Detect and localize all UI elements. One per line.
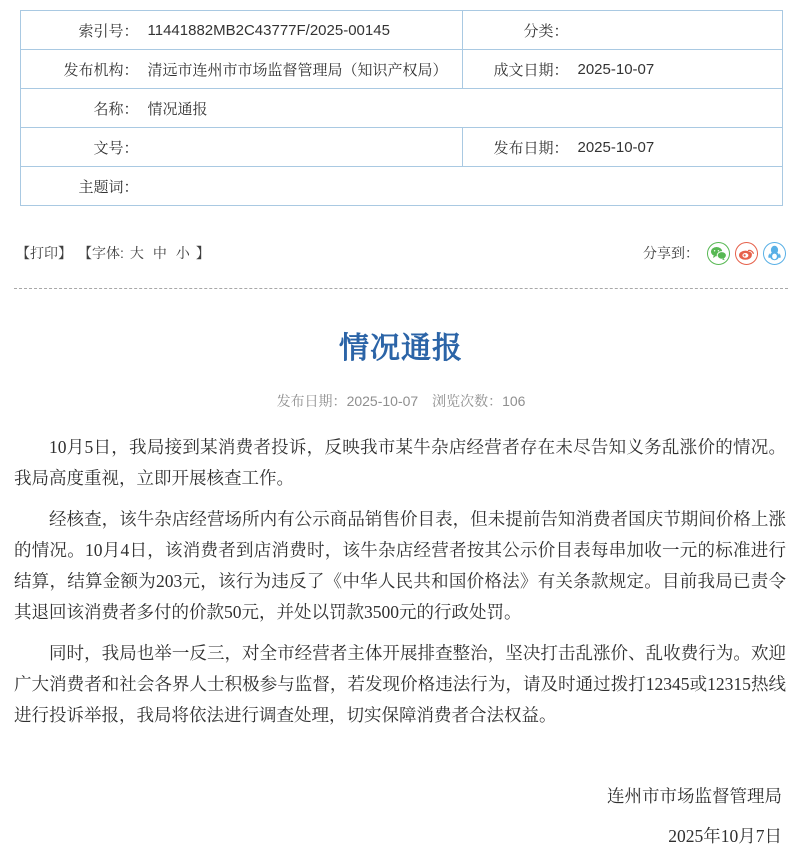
paragraph-3: 同时，我局也举一反三，对全市经营者主体开展排查整治，坚决打击乱涨价、乱收费行为。欢迎广大消费者和社会各界人士积极参与监督，若发现价格违法行为，请及时通过拨打12345或12315热线进行投诉举报，我局将依法进行调查处理，切实保障消费者合法权益。 <box>14 643 786 725</box>
print-button[interactable]: 【打印】 <box>16 245 72 261</box>
written-date-label: 成文日期： <box>493 61 569 79</box>
page-title: 情况通报 <box>339 332 463 365</box>
signature-date: 2025年10月7日 <box>668 826 782 846</box>
index-number-label: 索引号： <box>78 22 139 40</box>
table-row <box>20 128 782 167</box>
table-row <box>20 50 782 89</box>
issuing-agency-value: 清远市连州市市场监督管理局（知识产权局） <box>147 61 448 79</box>
wechat-icon <box>710 246 727 261</box>
view-count-label: 浏览次数： <box>432 393 503 409</box>
name-value: 情况通报 <box>147 100 208 118</box>
font-size-medium-button[interactable]: 中 <box>152 245 167 261</box>
signature-org: 连州市市场监督管理局 <box>607 786 782 806</box>
publish-date-meta-value: 2025-10-07 <box>346 393 419 409</box>
index-number-value: 11441882MB2C43777F/2025-00145 <box>147 21 390 39</box>
font-size-large-button[interactable]: 大 <box>129 245 144 261</box>
doc-number-label: 文号： <box>93 139 139 157</box>
weibo-icon <box>738 246 755 261</box>
document-info-table <box>20 10 783 206</box>
dashed-divider <box>14 288 788 289</box>
table-row <box>20 89 782 128</box>
view-count-value: 106 <box>502 393 526 409</box>
table-row <box>20 11 782 50</box>
article-body <box>14 432 786 731</box>
issuing-agency-label: 发布机构： <box>63 61 139 79</box>
font-size-prefix: 【字体: <box>78 245 124 261</box>
publish-date-label: 发布日期： <box>493 139 569 157</box>
publish-date-value: 2025-10-07 <box>577 138 655 156</box>
share-wechat-button[interactable] <box>707 242 730 265</box>
name-label: 名称： <box>93 100 139 118</box>
qq-icon <box>767 245 782 261</box>
share-label: 分享到： <box>643 245 699 261</box>
table-row <box>20 167 782 206</box>
publish-date-meta-label: 发布日期： <box>276 393 347 409</box>
font-size-suffix: 】 <box>195 245 210 261</box>
article-meta <box>0 391 802 411</box>
share-qq-button[interactable] <box>763 242 786 265</box>
signature-block <box>0 783 782 848</box>
paragraph-1: 10月5日，我局接到某消费者投诉，反映我市某牛杂店经营者存在未尽告知义务乱涨价的情况。我局高度重视，立即开展核查工作。 <box>14 437 786 488</box>
toolbar <box>16 240 786 266</box>
category-label: 分类： <box>523 22 569 40</box>
keywords-label: 主题词： <box>78 178 139 196</box>
font-size-small-button[interactable]: 小 <box>175 245 190 261</box>
paragraph-2: 经核查，该牛杂店经营场所内有公示商品销售价目表，但未提前告知消费者国庆节期间价格上涨的情况。10月4日，该消费者到店消费时，该牛杂店经营者按其公示价目表每串加收一元的标准进行结算，结算金额为203元，该行为违反了《中华人民共和国价格法》有关条款规定。目前我局已责令其退回该消费者多付的价款50元，并处以罚款3500元的行政处罚。 <box>14 509 786 622</box>
share-weibo-button[interactable] <box>735 242 758 265</box>
written-date-value: 2025-10-07 <box>577 60 655 78</box>
